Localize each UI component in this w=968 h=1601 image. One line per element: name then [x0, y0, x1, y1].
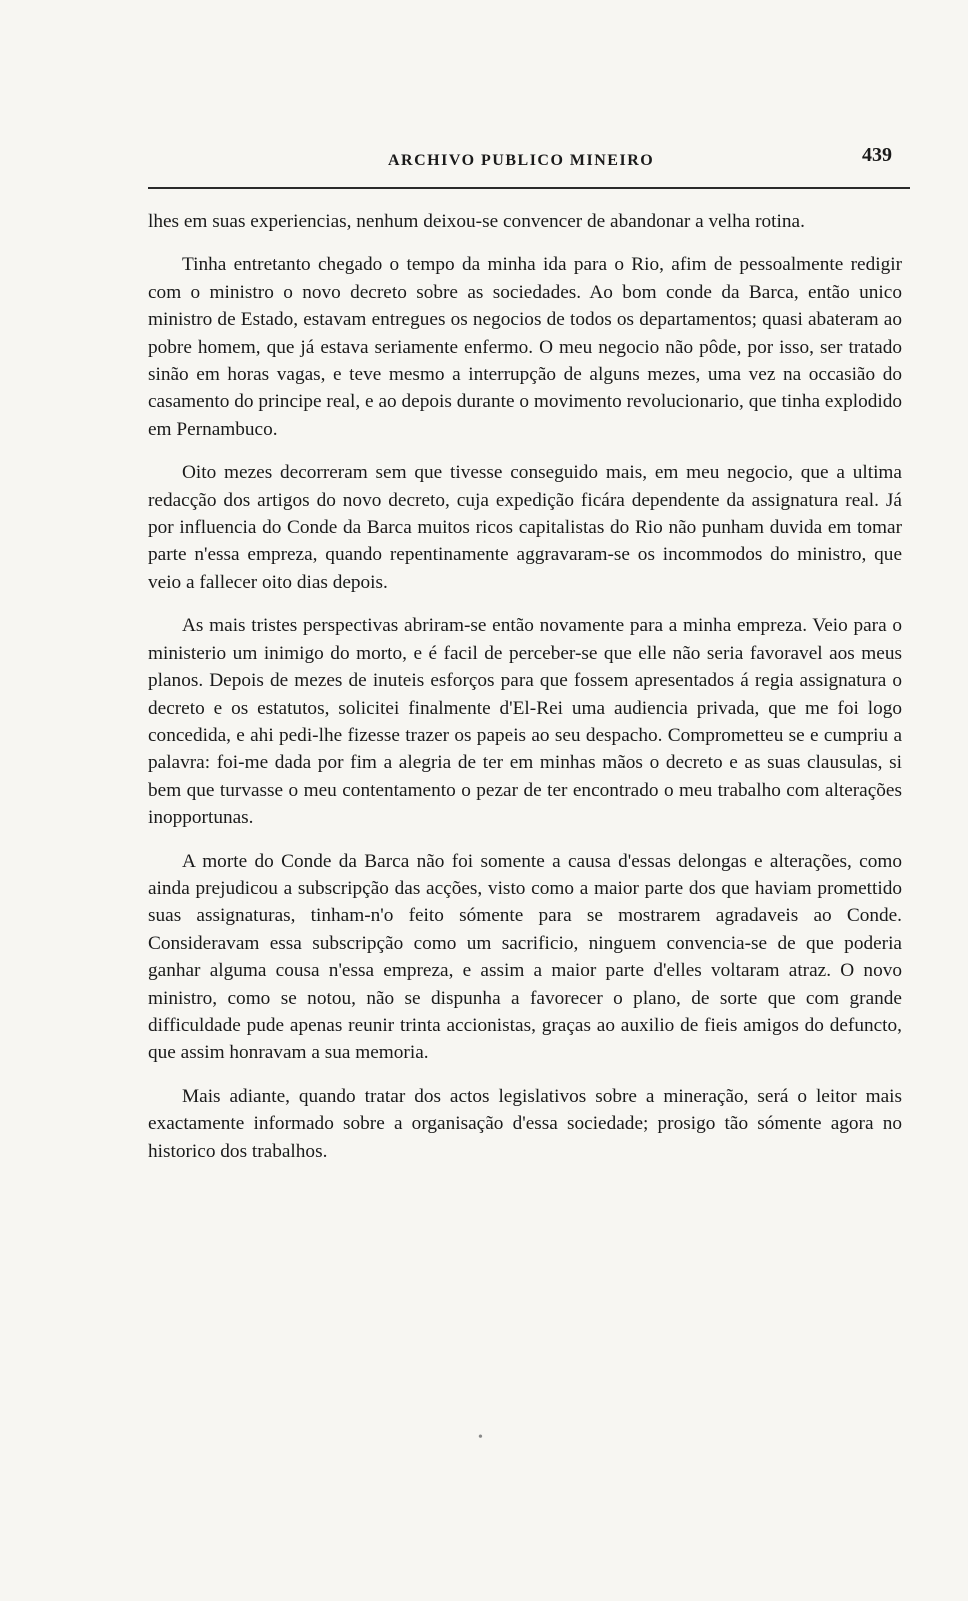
page-header — [148, 136, 910, 176]
paragraph: Mais adiante, quando tratar dos actos legislativos sobre a mineração, será o leitor mais exactamente informado sobre a organisação d'essa sociedade; prosigo tão sómente agora no historico dos trabalhos. — [148, 1085, 902, 1162]
running-title: ARCHIVO PUBLICO MINEIRO — [388, 152, 655, 169]
paragraph-continuation: lhes em suas experiencias, nenhum deixou-se convencer de abandonar a velha rotina. — [148, 211, 805, 232]
paragraph: As mais tristes perspectivas abriram-se então novamente para a minha empreza. Veio para o ministerio um inimigo do morto, e é facil de perceber-se que elle não seria favoravel aos meus planos. Depois de mezes de inuteis esforços para que fossem apresentados á regia assignatura o decreto e os estatutos, solicitei finalmente d'El-Rei uma audiencia privada, que me foi logo concedida, e ahi pedi-lhe fizesse trazer os papeis ao seu despacho. Comprometteu se e cumpriu a palavra: foi-me dada por fim a alegria de ter em minhas mãos o decreto e as suas clausulas, si bem que turvasse o meu contentamento o pezar de ter encontrado o meu trabalho com alterações inopportunas. — [148, 615, 902, 829]
paragraph: Oito mezes decorreram sem que tivesse conseguido mais, em meu negocio, que a ultima redacção dos artigos do novo decreto, cuja expedição ficára dependente da assignatura real. Já por influencia do Conde da Barca muitos ricos capitalistas do Rio não punham duvida em tomar parte n'essa empreza, quando repentinamente aggravaram-se os incommodos do ministro, que veio a fallecer oito dias depois. — [148, 462, 902, 593]
ink-speck: • — [478, 1430, 483, 1445]
header-rule — [148, 187, 910, 189]
page-number: 439 — [862, 144, 892, 166]
body-text — [148, 208, 902, 1181]
paragraph: A morte do Conde da Barca não foi somente a causa d'essas delongas e alterações, como ainda prejudicou a subscripção das acções, visto como a maior parte dos que haviam promettido suas assignaturas, tinham-n'o feito sómente para se mostrarem agradaveis ao Conde. Consideravam essa subscripção como um sacrificio, ninguem convencia-se de que poderia ganhar alguma cousa n'essa empreza, e assim a maior parte d'elles voltaram atraz. O novo ministro, como se notou, não se dispunha a favorecer o plano, de sorte que com grande difficuldade pude apenas reunir trinta accionistas, graças ao auxilio de fieis amigos do defuncto, que assim honravam a sua memoria. — [148, 850, 902, 1064]
paragraph: Tinha entretanto chegado o tempo da minha ida para o Rio, afim de pessoalmente redigir com o ministro o novo decreto sobre as sociedades. Ao bom conde da Barca, então unico ministro de Estado, estavam entregues os negocios de todos os departamentos; quasi abateram ao pobre homem, que já estava seriamente enfermo. O meu negocio não pôde, por isso, ser tratado sinão em horas vagas, e teve mesmo a interrupção de alguns mezes, uma vez na occasião do casamento do principe real, e ao depois durante o movimento revolucionario, que tinha explodido em Pernambuco. — [148, 254, 902, 440]
